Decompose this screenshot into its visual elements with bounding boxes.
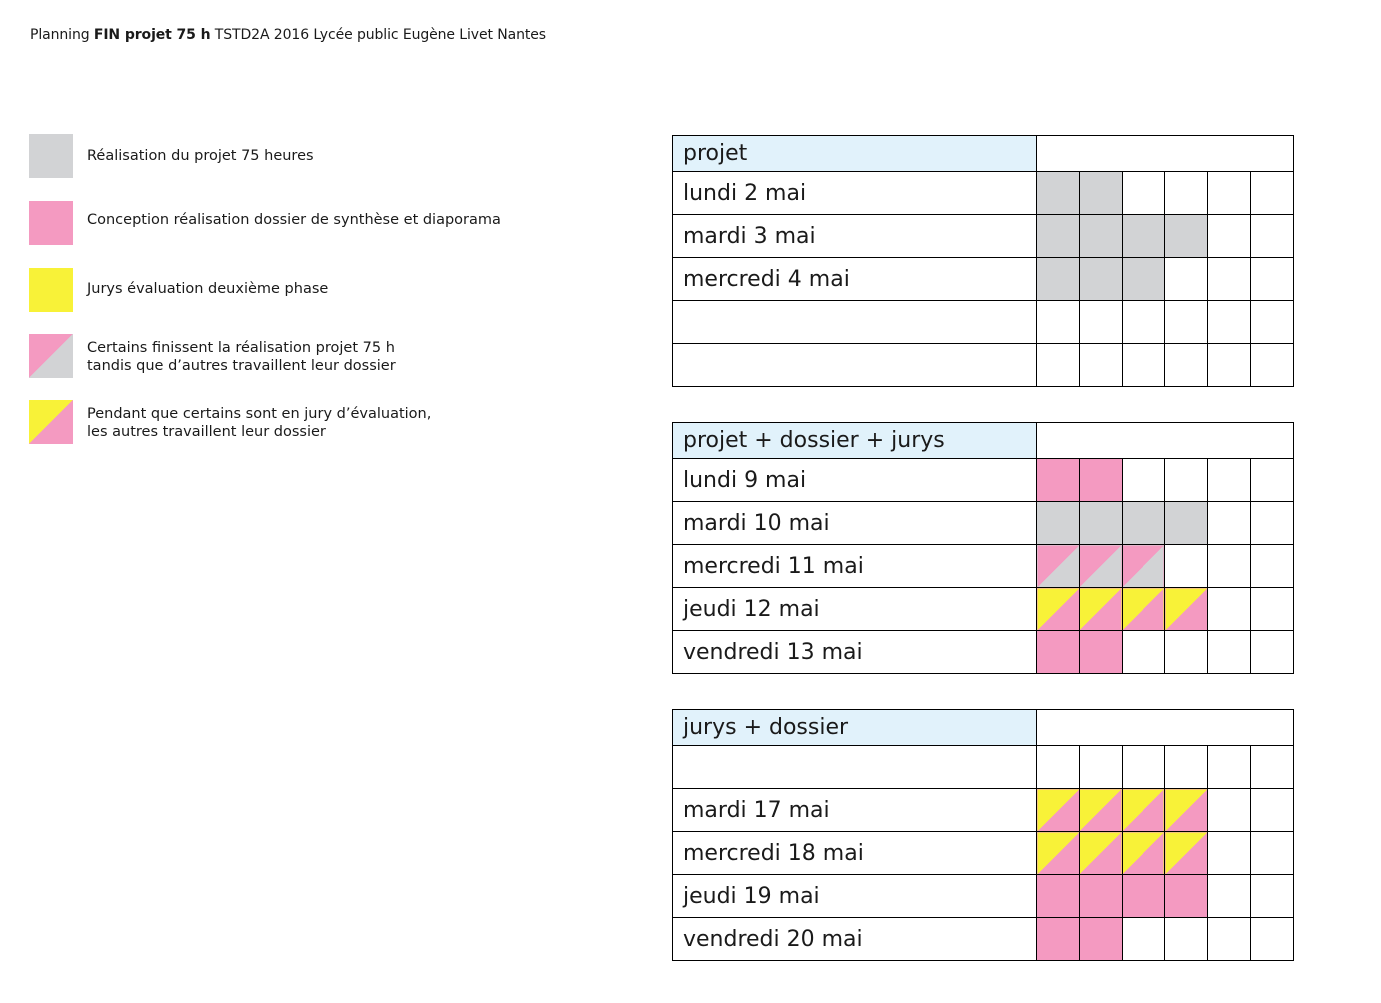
slot-cell	[1208, 258, 1251, 301]
legend-line: Certains finissent la réalisation projet 75 h	[87, 340, 395, 356]
slot-cell	[1122, 588, 1165, 631]
legend-swatch-yellow-pink	[29, 400, 73, 444]
slot-cell	[1079, 502, 1122, 545]
legend-item-yellow-pink	[29, 400, 629, 444]
schedule-table-projet-dossier-jurys	[672, 422, 1294, 674]
table-header: projet	[673, 136, 1037, 172]
slot-cell	[1079, 789, 1122, 832]
slot-cell	[1037, 215, 1080, 258]
table-row	[673, 631, 1294, 674]
day-label	[673, 344, 1037, 387]
legend-line: Jurys évaluation deuxième phase	[87, 281, 329, 297]
slot-cell	[1122, 502, 1165, 545]
legend-swatch-pink	[29, 201, 73, 245]
day-label: jeudi 12 mai	[673, 588, 1037, 631]
day-label: vendredi 13 mai	[673, 631, 1037, 674]
header-blank	[1037, 423, 1294, 459]
slot-cell	[1037, 588, 1080, 631]
slot-cell	[1251, 215, 1294, 258]
slot-cell	[1251, 344, 1294, 387]
slot-cell	[1251, 631, 1294, 674]
slot-cell	[1208, 918, 1251, 961]
slot-cell	[1165, 258, 1208, 301]
slot-cell	[1122, 918, 1165, 961]
slot-cell	[1208, 344, 1251, 387]
slot-cell	[1251, 918, 1294, 961]
legend-line: Conception réalisation dossier de synthèse et diaporama	[87, 212, 501, 228]
slot-cell	[1251, 875, 1294, 918]
day-label: mercredi 4 mai	[673, 258, 1037, 301]
slot-cell	[1122, 789, 1165, 832]
slot-cell	[1037, 258, 1080, 301]
day-label: mercredi 18 mai	[673, 832, 1037, 875]
slot-cell	[1251, 545, 1294, 588]
slot-cell	[1251, 789, 1294, 832]
slot-cell	[1165, 918, 1208, 961]
slot-cell	[1251, 588, 1294, 631]
table-row	[673, 545, 1294, 588]
slot-cell	[1079, 918, 1122, 961]
day-label: mercredi 11 mai	[673, 545, 1037, 588]
header-blank	[1037, 136, 1294, 172]
slot-cell	[1208, 301, 1251, 344]
table-header-row	[673, 423, 1294, 459]
legend-item-pink-gray	[29, 334, 629, 378]
table-header-row	[673, 710, 1294, 746]
slot-cell	[1208, 746, 1251, 789]
slot-cell	[1165, 746, 1208, 789]
slot-cell	[1079, 631, 1122, 674]
slot-cell	[1165, 545, 1208, 588]
slot-cell	[1122, 545, 1165, 588]
table-row	[673, 832, 1294, 875]
slot-cell	[1208, 502, 1251, 545]
legend-item-jurys	[29, 268, 629, 312]
slot-cell	[1037, 832, 1080, 875]
slot-cell	[1165, 588, 1208, 631]
slot-cell	[1079, 832, 1122, 875]
slot-cell	[1165, 344, 1208, 387]
slot-cell	[1165, 301, 1208, 344]
legend-item-realisation	[29, 134, 629, 178]
legend-item-conception	[29, 201, 629, 245]
table-row	[673, 172, 1294, 215]
legend-line: tandis que d’autres travaillent leur dossier	[87, 358, 396, 374]
slot-cell	[1122, 746, 1165, 789]
slot-cell	[1079, 545, 1122, 588]
legend-text	[87, 147, 314, 165]
table-row	[673, 918, 1294, 961]
legend-line: les autres travaillent leur dossier	[87, 424, 326, 440]
slot-cell	[1251, 832, 1294, 875]
table-row	[673, 215, 1294, 258]
table-row	[673, 459, 1294, 502]
legend-swatch-pink-gray	[29, 334, 73, 378]
slot-cell	[1079, 875, 1122, 918]
slot-cell	[1165, 459, 1208, 502]
day-label	[673, 301, 1037, 344]
slot-cell	[1079, 588, 1122, 631]
slot-cell	[1122, 172, 1165, 215]
slot-cell	[1037, 172, 1080, 215]
slot-cell	[1251, 746, 1294, 789]
title-suffix: TSTD2A 2016 Lycée public Eugène Livet Nantes	[210, 27, 546, 43]
table-row	[673, 789, 1294, 832]
slot-cell	[1208, 875, 1251, 918]
slot-cell	[1122, 631, 1165, 674]
table-row	[673, 502, 1294, 545]
slot-cell	[1079, 746, 1122, 789]
table-row	[673, 301, 1294, 344]
table-row	[673, 344, 1294, 387]
slot-cell	[1251, 459, 1294, 502]
document-title	[30, 27, 546, 43]
slot-cell	[1037, 344, 1080, 387]
slot-cell	[1079, 344, 1122, 387]
slot-cell	[1165, 631, 1208, 674]
legend-swatch-yellow	[29, 268, 73, 312]
table-header-row	[673, 136, 1294, 172]
slot-cell	[1037, 631, 1080, 674]
slot-cell	[1122, 215, 1165, 258]
slot-cell	[1079, 172, 1122, 215]
slot-cell	[1037, 502, 1080, 545]
table-header: projet + dossier + jurys	[673, 423, 1037, 459]
title-bold: FIN projet 75 h	[93, 27, 211, 43]
slot-cell	[1037, 875, 1080, 918]
slot-cell	[1208, 545, 1251, 588]
day-label	[673, 746, 1037, 789]
slot-cell	[1165, 502, 1208, 545]
table-row	[673, 588, 1294, 631]
slot-cell	[1037, 459, 1080, 502]
slot-cell	[1037, 789, 1080, 832]
legend-text	[87, 339, 396, 375]
day-label: mardi 17 mai	[673, 789, 1037, 832]
table-header: jurys + dossier	[673, 710, 1037, 746]
day-label: lundi 2 mai	[673, 172, 1037, 215]
slot-cell	[1165, 215, 1208, 258]
slot-cell	[1165, 789, 1208, 832]
slot-cell	[1208, 172, 1251, 215]
slot-cell	[1251, 502, 1294, 545]
slot-cell	[1208, 459, 1251, 502]
table-row	[673, 258, 1294, 301]
slot-cell	[1251, 258, 1294, 301]
slot-cell	[1251, 301, 1294, 344]
schedule-table-projet	[672, 135, 1294, 387]
slot-cell	[1122, 258, 1165, 301]
day-label: vendredi 20 mai	[673, 918, 1037, 961]
slot-cell	[1208, 588, 1251, 631]
legend-text	[87, 211, 501, 229]
slot-cell	[1208, 789, 1251, 832]
slot-cell	[1208, 215, 1251, 258]
legend-line: Réalisation du projet 75 heures	[87, 148, 314, 164]
header-blank	[1037, 710, 1294, 746]
table-row	[673, 875, 1294, 918]
legend-line: Pendant que certains sont en jury d’évaluation,	[87, 406, 432, 422]
slot-cell	[1208, 832, 1251, 875]
slot-cell	[1079, 301, 1122, 344]
legend-text	[87, 405, 431, 441]
slot-cell	[1122, 832, 1165, 875]
title-prefix: Planning	[30, 27, 94, 43]
slot-cell	[1122, 875, 1165, 918]
day-label: lundi 9 mai	[673, 459, 1037, 502]
slot-cell	[1208, 631, 1251, 674]
schedule-table-jurys-dossier	[672, 709, 1294, 961]
table-row	[673, 746, 1294, 789]
slot-cell	[1122, 301, 1165, 344]
day-label: mardi 10 mai	[673, 502, 1037, 545]
slot-cell	[1037, 301, 1080, 344]
slot-cell	[1165, 172, 1208, 215]
day-label: jeudi 19 mai	[673, 875, 1037, 918]
slot-cell	[1122, 459, 1165, 502]
day-label: mardi 3 mai	[673, 215, 1037, 258]
slot-cell	[1251, 172, 1294, 215]
slot-cell	[1122, 344, 1165, 387]
slot-cell	[1165, 875, 1208, 918]
legend-swatch-gray	[29, 134, 73, 178]
legend-text	[87, 280, 328, 298]
slot-cell	[1079, 459, 1122, 502]
slot-cell	[1079, 258, 1122, 301]
slot-cell	[1037, 545, 1080, 588]
slot-cell	[1037, 746, 1080, 789]
slot-cell	[1165, 832, 1208, 875]
slot-cell	[1037, 918, 1080, 961]
slot-cell	[1079, 215, 1122, 258]
